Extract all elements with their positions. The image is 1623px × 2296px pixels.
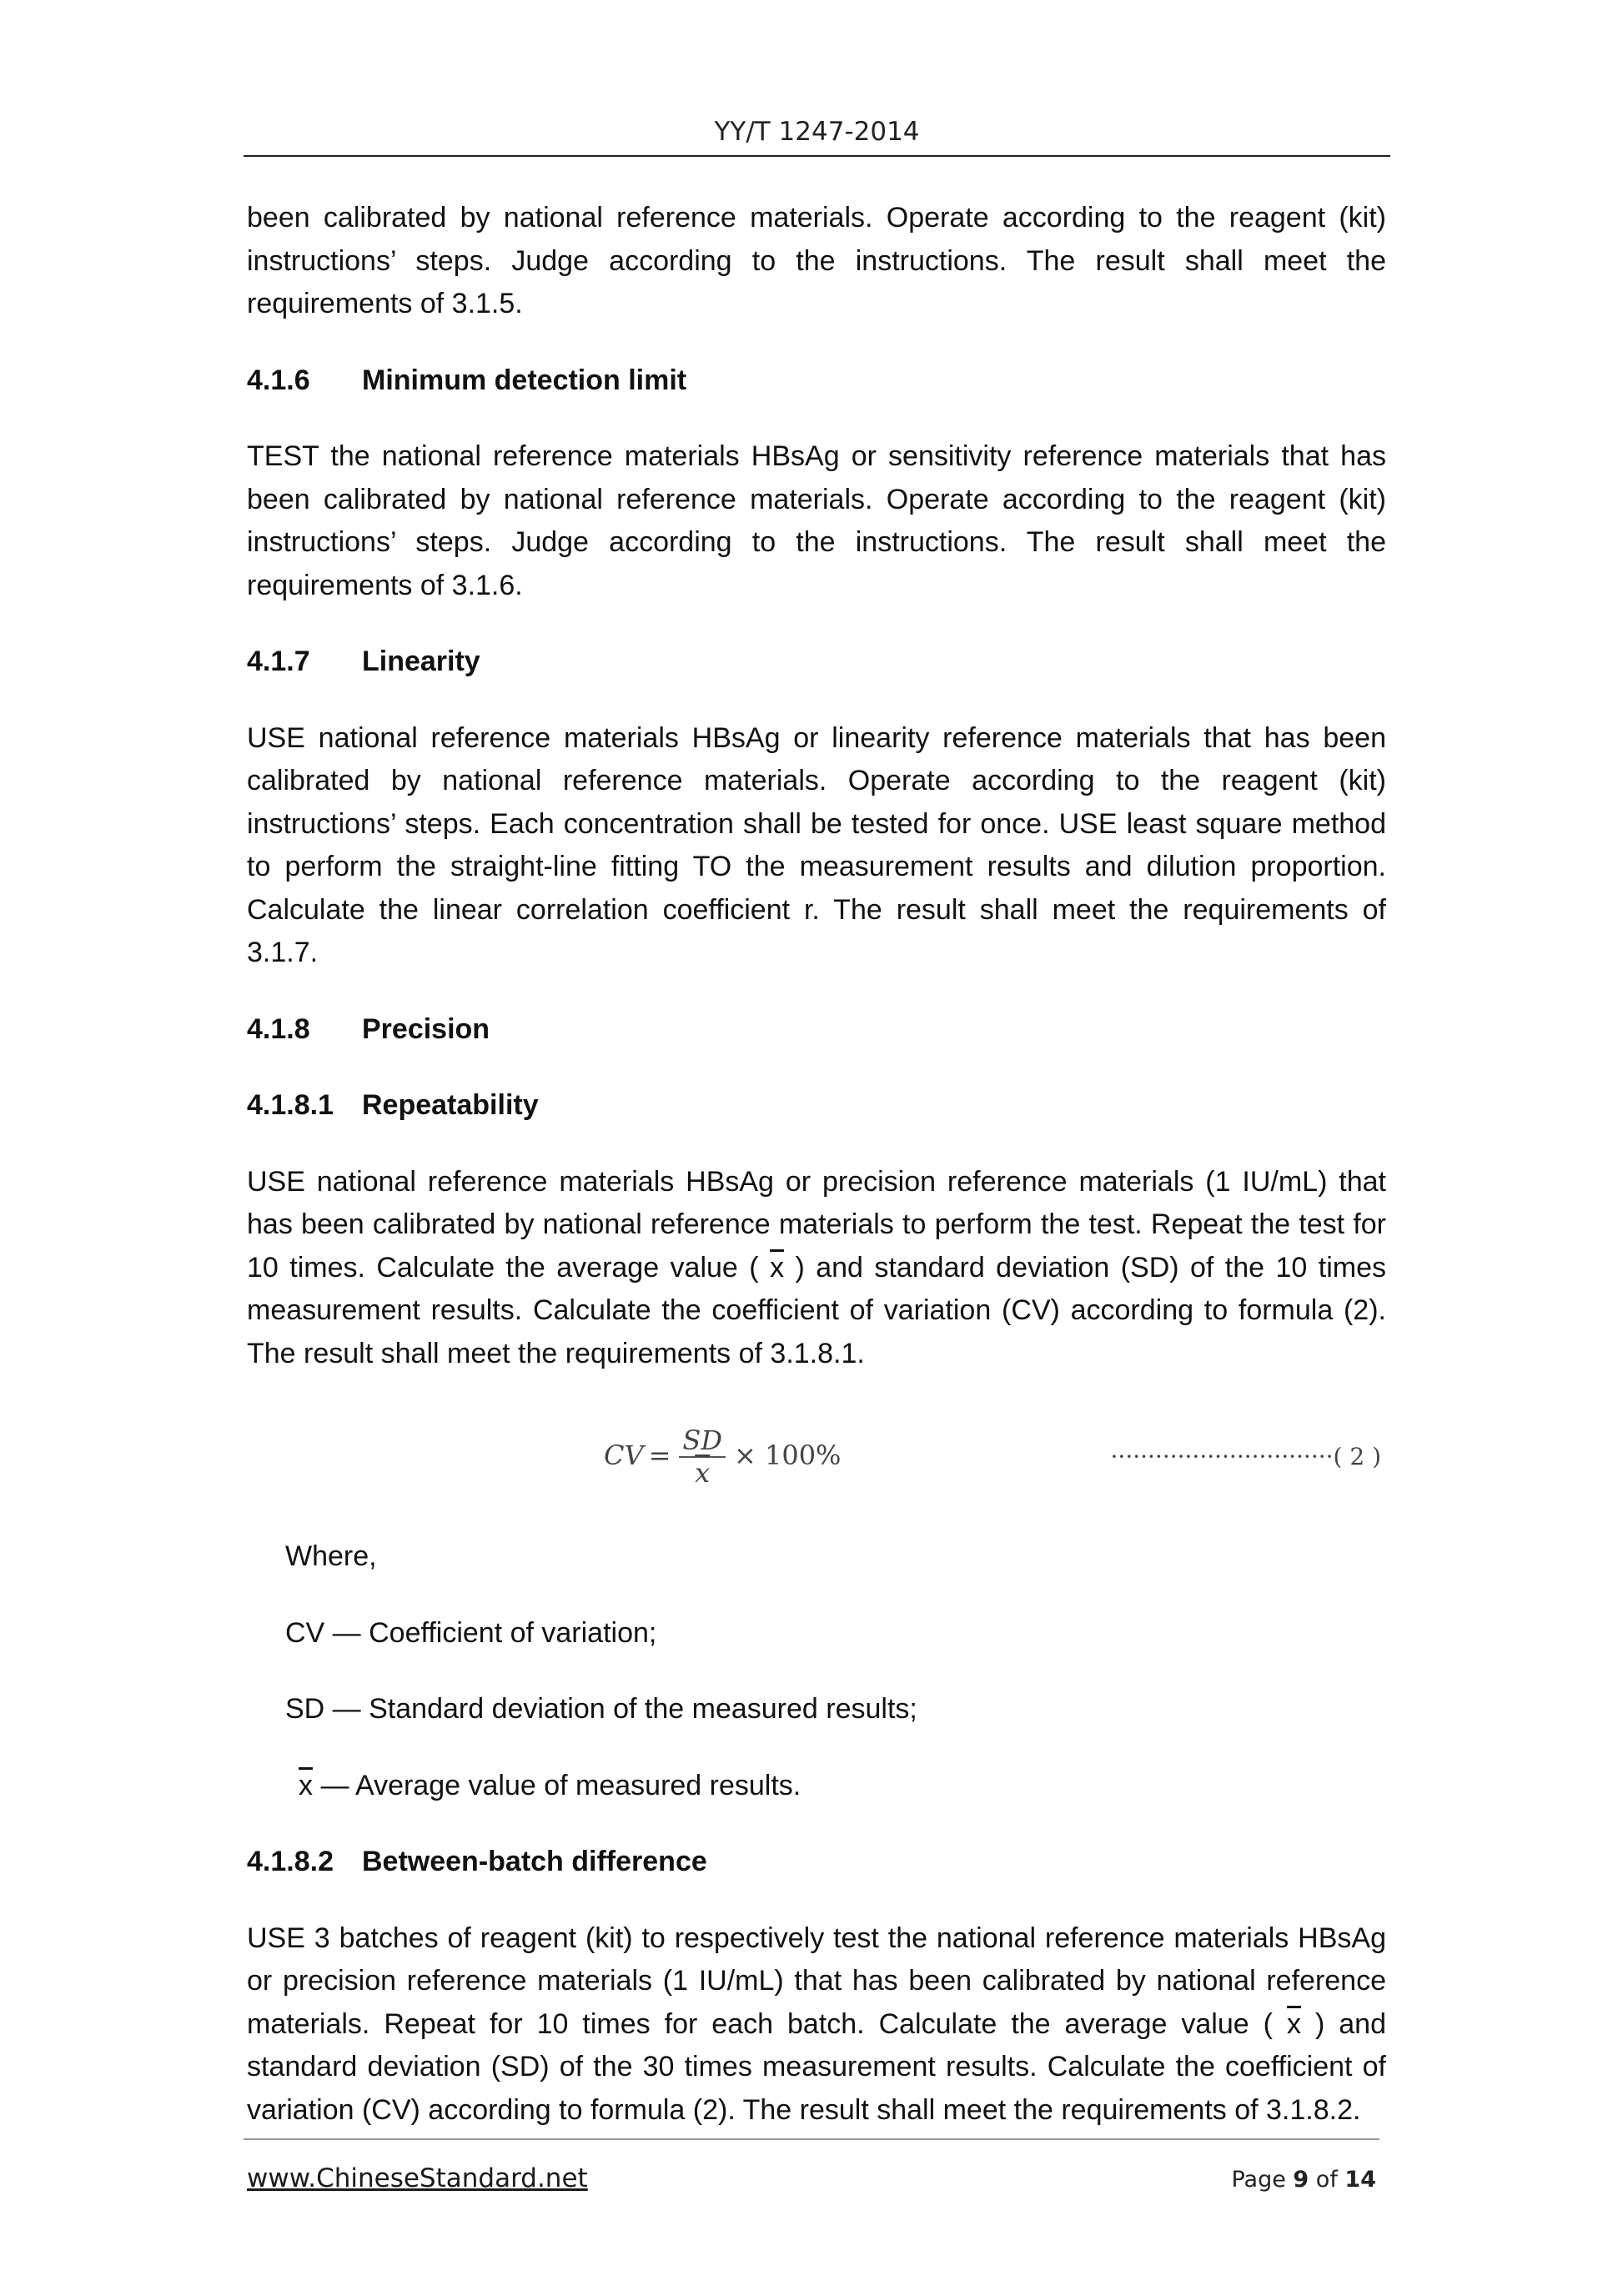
formula-2 — [247, 1410, 1386, 1502]
formula-denominator: x — [695, 1457, 711, 1489]
page-total: 14 — [1344, 2167, 1376, 2193]
section-title: Minimum detection limit — [362, 364, 687, 396]
formula-number: ······························( 2 ) — [1110, 1443, 1381, 1470]
formula-multiplier: × 100% — [733, 1439, 842, 1472]
paragraph-4-1-8-1 — [247, 1161, 1386, 1376]
section-number: 4.1.8.2 — [247, 1846, 334, 1877]
text-segment: ) and standard deviation (SD) of the 30 times measurement results. Calculate the coefficient of variation (CV) according to formula (2). The result shall meet the requirements of 3.1.8.2. — [247, 2007, 1386, 2126]
intro-paragraph: been calibrated by national reference materials. Operate according to the reagent (kit) instructions’ steps. Judge according to the instructions. The result shall meet the requirements of 3.1.5. — [247, 202, 1386, 319]
section-number: 4.1.7 — [247, 646, 310, 677]
section-title: Between-batch difference — [362, 1846, 707, 1877]
x-bar-symbol: $\overline{x}$ — [770, 1251, 785, 1284]
heading-4-1-7 — [247, 641, 1386, 684]
formula-fraction — [679, 1424, 726, 1488]
paragraph-4-1-8-2 — [247, 1917, 1386, 2133]
section-number: 4.1.8.1 — [247, 1089, 334, 1121]
footer-divider — [244, 2138, 1379, 2140]
heading-4-1-6 — [247, 359, 1386, 403]
paragraph-4-1-7: USE national reference materials HBsAg or linearity reference materials that has been calibrated by national reference materials. Operate according to the reagent (kit) instructions’ steps. Each concentration shall be tested for once. USE least square method to perform the straight-line fitting TO the measurement results and dilution proportion. Calculate the linear correlation coefficient r. The result shall meet the requirements of 3.1.7. — [247, 721, 1386, 968]
page-prefix: Page — [1231, 2167, 1294, 2193]
section-title: Linearity — [362, 646, 480, 677]
cv-formula — [604, 1410, 841, 1502]
where-x — [247, 1765, 1386, 1808]
page-indicator — [1231, 2167, 1376, 2193]
section-number: 4.1.8 — [247, 1012, 310, 1045]
text-segment: USE 3 batches of reagent (kit) to respectively test the national reference materials HBsAg or precision reference materials (1 IU/mL) that has been calibrated by national reference materials. Repeat for 10 times for each batch. Calculate the average value ( — [247, 1922, 1386, 2040]
x-bar-symbol: $\overline{x}$ — [1286, 2007, 1301, 2040]
page-current: 9 — [1293, 2167, 1309, 2193]
heading-4-1-8-1 — [247, 1084, 1386, 1128]
where-cv: CV — Coefficient of variation; — [285, 1616, 657, 1649]
where-sd: SD — Standard deviation of the measured results; — [285, 1693, 917, 1725]
where-label: Where, — [285, 1540, 377, 1572]
x-bar-symbol: $\overline{x}$ — [299, 1769, 313, 1801]
formula-equals: = — [648, 1439, 671, 1472]
website-link[interactable]: www.ChineseStandard.net — [247, 2163, 588, 2193]
page-of: of — [1309, 2167, 1345, 2193]
document-body — [247, 197, 1386, 2132]
section-number: 4.1.6 — [247, 364, 310, 396]
text-segment: USE national reference materials HBsAg or precision reference materials (1 IU/mL) that has been calibrated by national reference materials to perform the test. Repeat the test for 10 times. Calculate the average value ( — [247, 1165, 1386, 1284]
page-header-code: YY/T 1247-2014 — [714, 117, 920, 147]
text-segment: — Average value of measured results. — [313, 1769, 801, 1801]
formula-lhs: CV — [604, 1439, 644, 1472]
heading-4-1-8-2 — [247, 1841, 1386, 1884]
paragraph-4-1-6: TEST the national reference materials HBsAg or sensitivity reference materials that has been calibrated by national reference materials. Operate according to the reagent (kit) instructions’ steps. Judge according to the instructions. The result shall meet the requirements of 3.1.6. — [247, 440, 1386, 601]
header-divider — [244, 155, 1390, 157]
section-title: Precision — [362, 1012, 490, 1045]
formula-numerator: SD — [679, 1424, 726, 1458]
heading-4-1-8 — [247, 1008, 1386, 1052]
section-title: Repeatability — [362, 1089, 539, 1121]
text-segment: ) and standard deviation (SD) of the 10 times measurement results. Calculate the coefficient of variation (CV) according to formula (2). The result shall meet the requirements of 3.1.8.1. — [247, 1251, 1386, 1369]
